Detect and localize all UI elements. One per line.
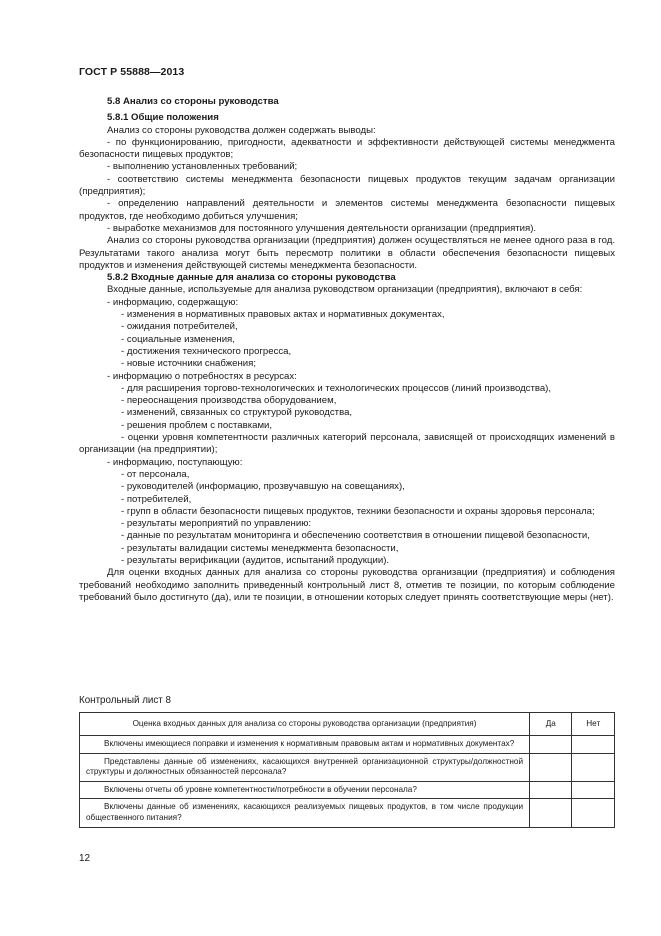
yes-cell[interactable] — [530, 799, 572, 827]
list-subitem: - групп в области безопасности пищевых продуктов, техники безопасности и охраны здоровья персонала; — [121, 505, 595, 517]
table-row — [80, 736, 615, 754]
list-subitem: - данные по результатам мониторинга и обеспечению соответствия в отношении пищевой безопасности, — [121, 530, 590, 542]
paragraph: Для оценки входных данных для анализа со стороны руководства организации (предприятия) и соблюдения требований необходимо заполнить приведенный контрольный лист 8, отметив те позиции, по которым соблюдение требований было достигнуто (да), или те позиции, в отношении которых следует принять соответствующие меры (нет). — [79, 567, 615, 603]
yes-cell[interactable] — [530, 753, 572, 781]
no-cell[interactable] — [572, 799, 615, 827]
column-header-no: Нет — [572, 713, 615, 736]
checklist-table — [79, 712, 615, 828]
no-cell[interactable] — [572, 781, 615, 799]
list-subitem: - ожидания потребителей, — [121, 321, 238, 333]
table-header-row — [80, 713, 615, 736]
list-subitem: - потребителей, — [121, 493, 192, 505]
checklist-title: Контрольный лист 8 — [79, 695, 171, 706]
subsection-heading-5-8-1: 5.8.1 Общие положения — [107, 112, 219, 124]
list-subitem: - для расширения торгово-технологических и технологических процессов (линий производства), — [121, 382, 552, 394]
list-item: - соответствию системы менеджмента безопасности пищевых продуктов текущим задачам организации (предприятия); — [79, 173, 615, 198]
question-cell: Включены имеющиеся поправки и изменения к нормативным правовым актам и нормативных документах? — [80, 736, 530, 754]
question-cell: Включены данные об изменениях, касающихся реализуемых пищевых продуктов, в том числе продукции общественного питания? — [80, 799, 530, 827]
list-item: - информацию, поступающую: — [107, 456, 243, 468]
list-item: - выполнению установленных требований; — [107, 161, 298, 173]
list-subitem: - изменений, связанных со структурой руководства, — [121, 407, 353, 419]
document-header-title: ГОСТ Р 55888—2013 — [79, 66, 185, 78]
section-heading-5-8: 5.8 Анализ со стороны руководства — [107, 96, 279, 107]
list-item: - информацию, содержащую: — [107, 296, 239, 308]
no-cell[interactable] — [572, 736, 615, 754]
list-item: - информацию о потребностях в ресурсах: — [107, 370, 297, 382]
list-subitem: - новые источники снабжения; — [121, 358, 257, 370]
list-subitem: - достижения технического прогресса, — [121, 345, 292, 357]
list-subitem: - результаты валидации системы менеджмента безопасности, — [121, 542, 399, 554]
table-row — [80, 753, 615, 781]
column-header-question: Оценка входных данных для анализа со стороны руководства организации (предприятия) — [80, 713, 530, 736]
list-subitem: - от персонала, — [121, 468, 190, 480]
question-cell: Представлены данные об изменениях, касающихся внутренней организационной структуры/должностной структуры и должностных обязанностей персонала? — [80, 753, 530, 781]
list-subitem: - изменения в нормативных правовых актах и нормативных документах, — [121, 309, 445, 321]
list-subitem: - социальные изменения, — [121, 333, 235, 345]
paragraph: Анализ со стороны руководства организации (предприятия) должен осуществляться не менее одного раза в год. Результатами такого анализа могут быть пересмотр политики в области обеспечения безопасности пищевых продуктов и изменения действующей системы менеджмента безопасности. — [79, 235, 615, 271]
list-subitem: - руководителей (информацию, прозвучавшую на совещаниях), — [121, 481, 405, 493]
yes-cell[interactable] — [530, 736, 572, 754]
question-cell: Включены отчеты об уровне компетентности/потребности в обучении персонала? — [80, 781, 530, 799]
paragraph: Анализ со стороны руководства должен содержать выводы: — [107, 124, 376, 136]
yes-cell[interactable] — [530, 781, 572, 799]
page-number: 12 — [79, 853, 91, 864]
list-subitem: - решения проблем с поставками, — [121, 419, 273, 431]
document-body — [79, 96, 615, 604]
list-item: - определению направлений деятельности и элементов системы менеджмента безопасности пищевых продуктов, где необходимо добиться улучшения; — [79, 198, 615, 222]
subsection-heading-5-8-2: 5.8.2 Входные данные для анализа со стороны руководства — [107, 272, 396, 284]
list-subitem: - результаты мероприятий по управлению: — [121, 518, 312, 530]
list-item: - выработке механизмов для постоянного улучшения деятельности организации (предприятия). — [107, 222, 537, 234]
table-row — [80, 781, 615, 799]
list-subitem: - оценки уровня компетентности различных категорий персонала, зависящей от происходящих изменений в организации (на предприятии); — [79, 432, 615, 456]
list-item: - по функционированию, пригодности, адекватности и эффективности действующей системы менеджмента безопасности пищевых продуктов; — [79, 136, 615, 161]
paragraph: Входные данные, используемые для анализа руководством организации (предприятия), включают в себя: — [107, 284, 583, 296]
column-header-yes: Да — [530, 713, 572, 736]
table-row — [80, 799, 615, 827]
list-subitem: - переоснащения производства оборудованием, — [121, 395, 337, 407]
no-cell[interactable] — [572, 753, 615, 781]
list-subitem: - результаты верификации (аудитов, испытаний продукции). — [121, 554, 390, 566]
